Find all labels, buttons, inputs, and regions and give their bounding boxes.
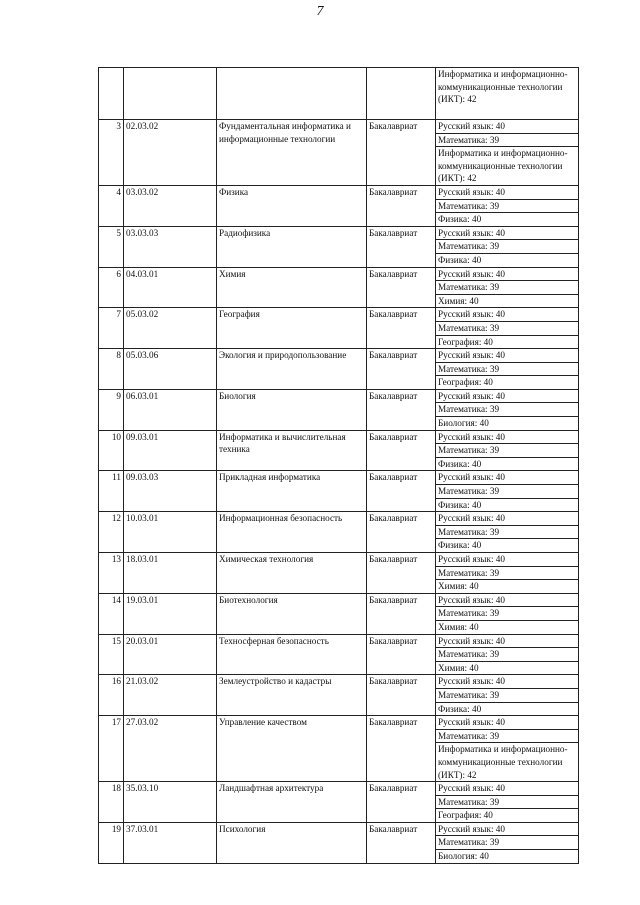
cell-name: География xyxy=(217,308,367,349)
exam-entry: Русский язык: 40 xyxy=(436,268,578,282)
cell-exams xyxy=(436,120,579,186)
exam-entry: Русский язык: 40 xyxy=(436,471,578,485)
table-row xyxy=(99,716,579,782)
exam-entry: Русский язык: 40 xyxy=(436,823,578,837)
cell-num: 11 xyxy=(99,471,124,512)
cell-name: Психология xyxy=(217,822,367,863)
exam-entry: Русский язык: 40 xyxy=(436,349,578,363)
exam-entry: Математика: 39 xyxy=(436,648,578,662)
table-row xyxy=(99,267,579,308)
cell-num: 14 xyxy=(99,593,124,634)
cell-code: 37.03.01 xyxy=(124,822,217,863)
exam-entry: Русский язык: 40 xyxy=(436,782,578,796)
cell-level: Бакалавриат xyxy=(367,634,436,675)
cell-name: Управление качеством xyxy=(217,716,367,782)
cell-name: Фундаментальная информатика и информационные технологии xyxy=(217,120,367,186)
exam-entry: Математика: 39 xyxy=(436,200,578,214)
cell-level: Бакалавриат xyxy=(367,430,436,471)
cell-num: 5 xyxy=(99,226,124,267)
cell-exams xyxy=(436,553,579,594)
table-row xyxy=(99,553,579,594)
exam-entry: Химия: 40 xyxy=(438,621,479,632)
table-row xyxy=(99,349,579,390)
cell-level: Бакалавриат xyxy=(367,389,436,430)
cell-num: 9 xyxy=(99,389,124,430)
cell-num: 4 xyxy=(99,185,124,226)
cell-num: 19 xyxy=(99,822,124,863)
cell-num: 12 xyxy=(99,512,124,553)
exam-entry: Биология: 40 xyxy=(438,418,489,429)
exam-entry: Русский язык: 40 xyxy=(436,308,578,322)
cell-exams xyxy=(436,267,579,308)
cell-num: 6 xyxy=(99,267,124,308)
cell-exams xyxy=(436,430,579,471)
cell-code: 21.03.02 xyxy=(124,675,217,716)
cell-name: Биология xyxy=(217,389,367,430)
cell-exams xyxy=(436,512,579,553)
cell-num: 3 xyxy=(99,120,124,186)
cell-code: 10.03.01 xyxy=(124,512,217,553)
exam-entry: Математика: 39 xyxy=(436,134,578,148)
cell-num: 13 xyxy=(99,553,124,594)
cell-num: 10 xyxy=(99,430,124,471)
exam-entry: Математика: 39 xyxy=(436,526,578,540)
page-number: 7 xyxy=(316,4,324,19)
exam-entry: Математика: 39 xyxy=(436,281,578,295)
exam-entry: Информатика и информационно-коммуникационные технологии (ИКТ): 42 xyxy=(438,744,568,780)
cell-exams xyxy=(436,226,579,267)
cell-code: 03.03.03 xyxy=(124,226,217,267)
cell-name: Радиофизика xyxy=(217,226,367,267)
exam-entry: Физика: 40 xyxy=(438,214,482,225)
exam-entry: Русский язык: 40 xyxy=(436,635,578,649)
table-row xyxy=(99,512,579,553)
exam-entry: География: 40 xyxy=(438,810,493,821)
cell-level: Бакалавриат xyxy=(367,593,436,634)
cell-level: Бакалавриат xyxy=(367,553,436,594)
cell-exams xyxy=(436,389,579,430)
cell-exams xyxy=(436,716,579,782)
exam-entry: Русский язык: 40 xyxy=(436,431,578,445)
cell-num: 15 xyxy=(99,634,124,675)
cell-level: Бакалавриат xyxy=(367,822,436,863)
exam-entry: Математика: 39 xyxy=(436,836,578,850)
table-row xyxy=(99,822,579,863)
exam-entry: Биология: 40 xyxy=(438,851,489,862)
cell-exams xyxy=(436,308,579,349)
exam-entry: Физика: 40 xyxy=(438,540,482,551)
cell-code: 35.03.10 xyxy=(124,782,217,823)
exam-entry: Русский язык: 40 xyxy=(436,390,578,404)
cell-level: Бакалавриат xyxy=(367,349,436,390)
exam-entry: Химия: 40 xyxy=(438,295,479,306)
exam-entry: Физика: 40 xyxy=(438,458,482,469)
admission-table-body xyxy=(99,68,579,864)
cell-name: Техносферная безопасность xyxy=(217,634,367,675)
cell-exams xyxy=(436,822,579,863)
cell-level: Бакалавриат xyxy=(367,471,436,512)
cell-exams xyxy=(436,471,579,512)
table-row xyxy=(99,593,579,634)
exam-entry: Химия: 40 xyxy=(438,581,479,592)
exam-entry: Русский язык: 40 xyxy=(436,553,578,567)
table-row xyxy=(99,634,579,675)
admission-table xyxy=(98,67,579,864)
cell-code: 09.03.01 xyxy=(124,430,217,471)
exam-entry: География: 40 xyxy=(438,377,493,388)
cell-code: 04.03.01 xyxy=(124,267,217,308)
exam-entry: Математика: 39 xyxy=(436,567,578,581)
cell-name: Информационная безопасность xyxy=(217,512,367,553)
exam-entry: География: 40 xyxy=(438,336,493,347)
exam-entry: Математика: 39 xyxy=(436,730,578,744)
cell-exams xyxy=(436,675,579,716)
exam-entry: Русский язык: 40 xyxy=(436,186,578,200)
cell-code: 06.03.01 xyxy=(124,389,217,430)
exam-entry: Математика: 39 xyxy=(436,796,578,810)
table-row xyxy=(99,782,579,823)
cell-num: 8 xyxy=(99,349,124,390)
cell-num: 7 xyxy=(99,308,124,349)
cell-exams xyxy=(436,593,579,634)
exam-entry: Физика: 40 xyxy=(438,703,482,714)
cell-level: Бакалавриат xyxy=(367,226,436,267)
cell-name: Землеустройство и кадастры xyxy=(217,675,367,716)
cell-exams xyxy=(436,782,579,823)
exam-entry: Русский язык: 40 xyxy=(436,227,578,241)
cell-level: Бакалавриат xyxy=(367,308,436,349)
exam-entry: Физика: 40 xyxy=(438,499,482,510)
cell-code: 18.03.01 xyxy=(124,553,217,594)
cell-code: 05.03.02 xyxy=(124,308,217,349)
cell-num: 16 xyxy=(99,675,124,716)
exam-entry: Информатика и информационно-коммуникационные технологии (ИКТ): 42 xyxy=(438,69,568,105)
exam-entry: Математика: 39 xyxy=(436,322,578,336)
table-row xyxy=(99,389,579,430)
table-row xyxy=(99,471,579,512)
table-row xyxy=(99,430,579,471)
cell-level xyxy=(367,68,436,120)
cell-name: Химия xyxy=(217,267,367,308)
exam-entry: Физика: 40 xyxy=(438,254,482,265)
cell-name: Физика xyxy=(217,185,367,226)
cell-level: Бакалавриат xyxy=(367,512,436,553)
cell-name: Прикладная информатика xyxy=(217,471,367,512)
exam-entry: Математика: 39 xyxy=(436,444,578,458)
cell-exams xyxy=(436,349,579,390)
cell-exams xyxy=(436,634,579,675)
exam-entry: Математика: 39 xyxy=(436,485,578,499)
exam-entry: Математика: 39 xyxy=(436,689,578,703)
cell-name: Химическая технология xyxy=(217,553,367,594)
exam-entry: Математика: 39 xyxy=(436,403,578,417)
cell-name: Экология и природопользование xyxy=(217,349,367,390)
cell-level: Бакалавриат xyxy=(367,716,436,782)
cell-num: 17 xyxy=(99,716,124,782)
cell-code: 19.03.01 xyxy=(124,593,217,634)
exam-entry: Русский язык: 40 xyxy=(436,716,578,730)
table-row xyxy=(99,120,579,186)
cell-code: 05.03.06 xyxy=(124,349,217,390)
cell-code: 02.03.02 xyxy=(124,120,217,186)
cell-name: Ландшафтная архитектура xyxy=(217,782,367,823)
exam-entry: Химия: 40 xyxy=(438,662,479,673)
cell-name: Биотехнология xyxy=(217,593,367,634)
exam-entry: Русский язык: 40 xyxy=(436,512,578,526)
cell-code: 27.03.02 xyxy=(124,716,217,782)
cell-code: 09.03.03 xyxy=(124,471,217,512)
cell-exams xyxy=(436,68,579,120)
cell-level: Бакалавриат xyxy=(367,267,436,308)
cell-name: Информатика и вычислительная техника xyxy=(217,430,367,471)
table-row xyxy=(99,226,579,267)
exam-entry: Математика: 39 xyxy=(436,363,578,377)
cell-level: Бакалавриат xyxy=(367,675,436,716)
cell-num xyxy=(99,68,124,120)
exam-entry: Русский язык: 40 xyxy=(436,594,578,608)
table-row xyxy=(99,185,579,226)
cell-code: 03.03.02 xyxy=(124,185,217,226)
cell-code xyxy=(124,68,217,120)
exam-entry: Русский язык: 40 xyxy=(436,120,578,134)
exam-entry: Математика: 39 xyxy=(436,240,578,254)
exam-entry: Русский язык: 40 xyxy=(436,675,578,689)
table-row xyxy=(99,308,579,349)
cell-level: Бакалавриат xyxy=(367,185,436,226)
exam-entry: Информатика и информационно-коммуникационные технологии (ИКТ): 42 xyxy=(438,148,568,184)
cell-name xyxy=(217,68,367,120)
cell-level: Бакалавриат xyxy=(367,782,436,823)
exam-entry: Математика: 39 xyxy=(436,607,578,621)
cell-num: 18 xyxy=(99,782,124,823)
cell-exams xyxy=(436,185,579,226)
cell-code: 20.03.01 xyxy=(124,634,217,675)
cell-level: Бакалавриат xyxy=(367,120,436,186)
table-row xyxy=(99,675,579,716)
table-row-continuation xyxy=(99,68,579,120)
